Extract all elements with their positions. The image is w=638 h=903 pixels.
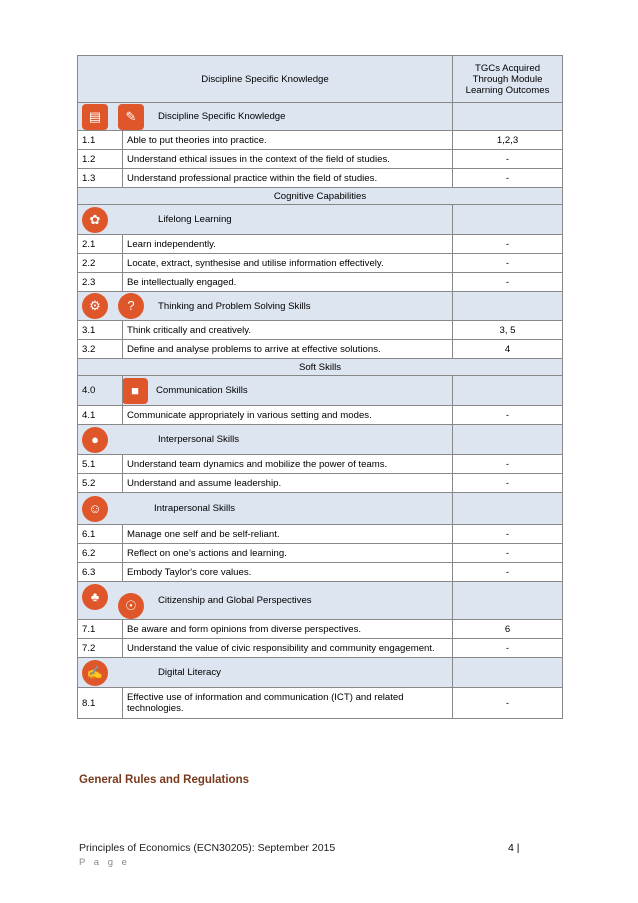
row-tgc-value: 4 [453, 340, 563, 359]
books-icon: ▤ [82, 104, 108, 130]
category-row-dsk [78, 103, 563, 131]
row-tgc-value: - [453, 235, 563, 254]
table-row [78, 544, 563, 563]
category-row-lifelong [78, 205, 563, 235]
row-outcome: Embody Taylor's core values. [123, 563, 453, 582]
row-number: 1.3 [78, 169, 123, 188]
row-outcome: Think critically and creatively. [123, 321, 453, 340]
category-row-citizenship [78, 582, 563, 620]
category-label-interpersonal: Interpersonal Skills [158, 434, 240, 445]
row-number: 2.1 [78, 235, 123, 254]
head-gear-icon: ⚙ [82, 293, 108, 319]
category-label-dsk: Discipline Specific Knowledge [158, 111, 286, 122]
row-tgc-value: - [453, 688, 563, 719]
people-icon: ● [82, 427, 108, 453]
category-row-interpersonal [78, 425, 563, 455]
row-outcome: Locate, extract, synthesise and utilise information effectively. [123, 254, 453, 273]
table-row [78, 273, 563, 292]
row-tgc-value: - [453, 455, 563, 474]
header-tgcs: TGCs Acquired Through Module Learning Outcomes [453, 56, 563, 103]
row-outcome: Effective use of information and communication (ICT) and related technologies. [123, 688, 453, 719]
category-row-thinking [78, 292, 563, 321]
row-tgc-value: - [453, 169, 563, 188]
row-outcome: Understand professional practice within the field of studies. [123, 169, 453, 188]
row-number: 6.3 [78, 563, 123, 582]
category-label-intrapersonal: Intrapersonal Skills [154, 503, 236, 514]
row-tgc-value: - [453, 150, 563, 169]
table-row [78, 639, 563, 658]
row-number: 2.3 [78, 273, 123, 292]
row-number: 3.2 [78, 340, 123, 359]
category-row-intrapersonal [78, 493, 563, 525]
row-number: 7.2 [78, 639, 123, 658]
row-number: 8.1 [78, 688, 123, 719]
table-row [78, 150, 563, 169]
table-row [78, 254, 563, 273]
row-number: 6.1 [78, 525, 123, 544]
row-outcome: Understand ethical issues in the context of the field of studies. [123, 150, 453, 169]
row-number: 5.1 [78, 455, 123, 474]
head-question-icon: ? [118, 293, 144, 319]
section-row-soft [78, 359, 563, 376]
tree-icon: ♣ [82, 584, 108, 610]
row-outcome: Communicate appropriately in various setting and modes. [123, 406, 453, 425]
row-tgc-value: - [453, 563, 563, 582]
row-tgc-value: - [453, 406, 563, 425]
table-row [78, 620, 563, 639]
table-row [78, 455, 563, 474]
row-number: 4.1 [78, 406, 123, 425]
tgc-table [77, 55, 563, 719]
row-outcome: Able to put theories into practice. [123, 131, 453, 150]
row-outcome: Understand team dynamics and mobilize the power of teams. [123, 455, 453, 474]
row-number: 3.1 [78, 321, 123, 340]
footer-page-word: P a g e [79, 857, 130, 868]
row-outcome: Be intellectually engaged. [123, 273, 453, 292]
row-outcome: Reflect on one’s actions and learning. [123, 544, 453, 563]
row-tgc-value: - [453, 474, 563, 493]
row-number: 7.1 [78, 620, 123, 639]
footer-course: Principles of Economics (ECN30205): September 2015 [79, 842, 336, 854]
row-number: 6.2 [78, 544, 123, 563]
row-number: 5.2 [78, 474, 123, 493]
header-discipline: Discipline Specific Knowledge [78, 56, 453, 103]
row-tgc-value: - [453, 544, 563, 563]
section-title-soft: Soft Skills [78, 359, 563, 376]
row-number: 1.2 [78, 150, 123, 169]
table-row [78, 235, 563, 254]
row-outcome: Be aware and form opinions from diverse perspectives. [123, 620, 453, 639]
table-row [78, 131, 563, 150]
row-tgc-value: - [453, 254, 563, 273]
table-row [78, 563, 563, 582]
section-title-cognitive: Cognitive Capabilities [78, 188, 563, 205]
table-row [78, 406, 563, 425]
category-row-digital [78, 658, 563, 688]
row-outcome: Understand and assume leadership. [123, 474, 453, 493]
row-number: 1.1 [78, 131, 123, 150]
pen-book-icon: ✎ [118, 104, 144, 130]
row-outcome: Manage one self and be self-reliant. [123, 525, 453, 544]
section-row-cognitive [78, 188, 563, 205]
row-outcome: Learn independently. [123, 235, 453, 254]
category-row-communication [78, 376, 563, 406]
category-label-communication: Communication Skills [156, 385, 248, 396]
row-outcome: Understand the value of civic responsibility and community engagement. [123, 639, 453, 658]
person-icon: ☺ [82, 496, 108, 522]
table-row [78, 474, 563, 493]
speech-bubble-icon: ■ [123, 378, 149, 404]
row-tgc-value: 6 [453, 620, 563, 639]
category-label-digital: Digital Literacy [158, 667, 221, 678]
row-outcome: Define and analyse problems to arrive at effective solutions. [123, 340, 453, 359]
brain-icon: ✿ [82, 207, 108, 233]
category-label-lifelong: Lifelong Learning [158, 214, 232, 225]
row-number: 4.0 [78, 376, 123, 406]
category-label-thinking: Thinking and Problem Solving Skills [158, 300, 311, 312]
table-row [78, 321, 563, 340]
page-number: 4 | [508, 842, 520, 854]
row-tgc-value: - [453, 273, 563, 292]
row-tgc-value: - [453, 639, 563, 658]
table-row [78, 340, 563, 359]
table-row [78, 525, 563, 544]
table-header-row [78, 56, 563, 103]
row-tgc-value: - [453, 525, 563, 544]
section-heading: General Rules and Regulations [79, 774, 249, 786]
page-footer [79, 842, 335, 868]
row-tgc-value: 1,2,3 [453, 131, 563, 150]
hand-device-icon: ✍ [82, 660, 108, 686]
table-row [78, 169, 563, 188]
category-label-citizenship: Citizenship and Global Perspectives [158, 595, 312, 606]
globe-tree-icon: ☉ [118, 593, 144, 619]
table-row [78, 688, 563, 719]
row-number: 2.2 [78, 254, 123, 273]
row-tgc-value: 3, 5 [453, 321, 563, 340]
